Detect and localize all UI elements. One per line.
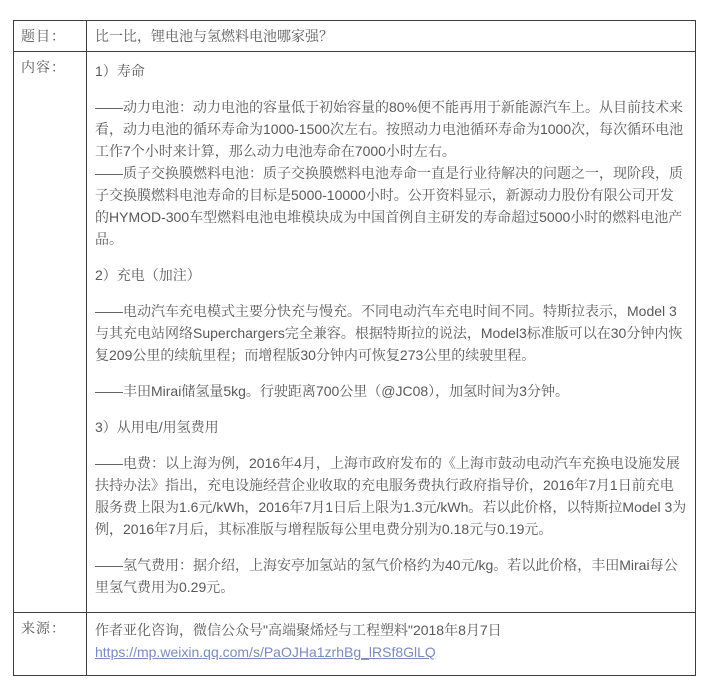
content-paragraph-hydrogen-cost: ——氢气费用：据介绍，上海安亭加氢站的氢气价格约为40元/kg。若以此价格，丰田Mirai每公里氢气费用为0.29元。 [95,557,678,595]
source-label-cell [14,613,87,676]
source-label: 来源： [21,620,66,636]
content-label: 内容： [21,59,66,75]
table-row-title [14,21,696,52]
source-body [87,613,695,675]
content-paragraph-fuelcell-life: ——质子交换膜燃料电池：质子交换膜燃料电池寿命一直是行业待解决的问题之一，现阶段，质子交换膜燃料电池寿命的目标是5000-10000小时。公开资料显示，新源动力股份有限公司开发的HYMOD-300车型燃料电池电堆模块成为中国首例自主研发的寿命超过5000小时的燃料电池产品。 [95,165,683,247]
source-value-cell [87,613,696,676]
content-paragraph-electricity-cost: ——电费：以上海为例，2016年4月，上海市政府发布的《上海市鼓动电动汽车充换电设施发展扶持办法》指出，充电设施经营企业收取的充电服务费执行政府指导价，2016年7月1日前充电服务费上限为1.6元/kWh，2016年7月1日后上限为1.3元/kWh。若以此价格，以特斯拉Model 3为例，2016年7月后，其标准版与增程版每公里电费分别为0.18元与0.19元。 [95,455,687,537]
title-text: 比一比，锂电池与氢燃料电池哪家强？ [95,28,333,44]
title-value-cell [87,21,696,52]
source-attribution: 作者亚化咨询，微信公众号"高端聚烯烃与工程塑料"2018年8月7日 [95,622,502,638]
content-body [87,52,695,612]
content-paragraph-heading-2: 2）充电（加注） [95,267,201,283]
content-paragraph-heading-3: 3）从用电/用氢费用 [95,419,219,435]
title-label: 题目： [21,28,66,44]
content-paragraph-battery-life: ——动力电池：动力电池的容量低于初始容量的80%便不能再用于新能源汽车上。从目前技术来看，动力电池的循环寿命为1000-1500次左右。按照动力电池循环寿命为1000次，每次循环电池工作7个小时来计算，那么动力电池寿命在7000小时左右。 [95,99,684,159]
content-value-cell [87,52,696,613]
qa-table [13,20,696,676]
content-paragraph-heading-1: 1）寿命 [95,63,145,79]
source-link-line [95,641,687,663]
content-paragraph-charging: ——电动汽车充电模式主要分快充与慢充。不同电动汽车充电时间不同。特斯拉表示，Model 3与其充电站网络Superchargers完全兼容。根据特斯拉的说法，Model3标准版可以在30分钟内恢复209公里的续航里程；而增程版30分钟内可恢复273公里的续驶里程。 [95,303,683,363]
content-paragraph-mirai: ——丰田Mirai储氢量5kg。行驶距离700公里（@JC08），加氢时间为3分钟。 [95,383,569,399]
title-label-cell [14,21,87,52]
table-row-content [14,52,696,613]
content-label-cell [14,52,87,613]
table-row-source [14,613,696,676]
source-link[interactable]: https://mp.weixin.qq.com/s/PaOJHa1zrhBg_lRSf8GlLQ [95,644,436,660]
